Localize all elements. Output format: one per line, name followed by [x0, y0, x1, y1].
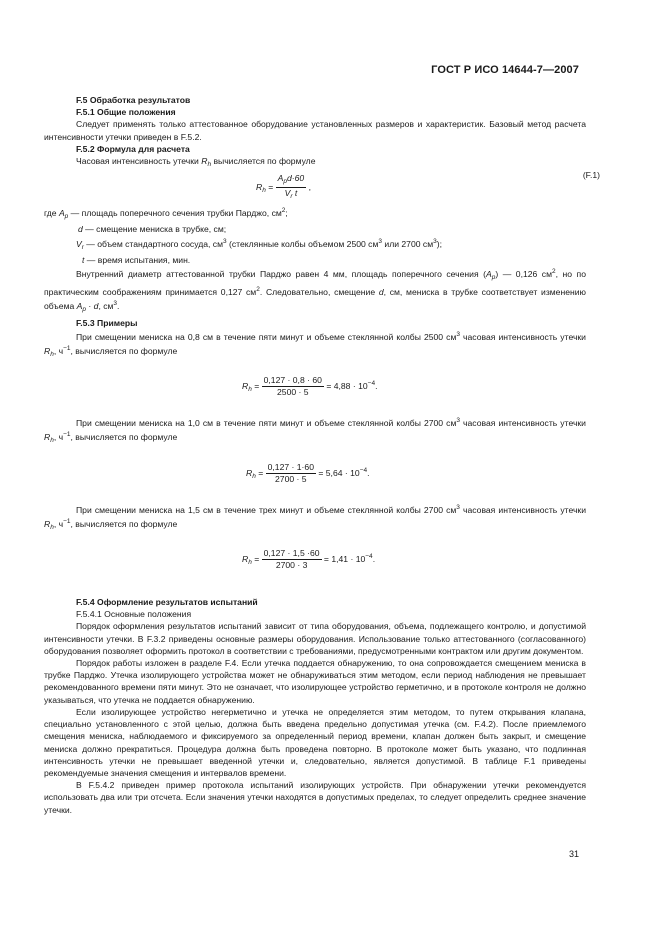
paragraph-formula-intro: Часовая интенсивность утечки $R_h$ вычисляется по формуле	[76, 156, 316, 169]
paragraph-f54-2: Порядок работы изложен в разделе F.4. Если утечка поддается обнаружению, то она сопровождается смещением мениска в трубке Парджо. Утечка изолирующего устройства может не обнаруживаться этим методом, если период наблюдения не превышает рекомендованного времени пяти минут. Это не означает, что изолирующее устройство герметично, и в протоколе контроля не должно указываться, что утечка не поддается обнаружению.	[44, 658, 586, 705]
definition-d: d — смещение мениска в трубке, см;	[78, 224, 227, 235]
document-body	[44, 94, 600, 816]
paragraph-f54-3: Если изолирующее устройство негерметично и утечка не определяется этим методом, то путем открывания клапана, специально установленного с этой целью, должна быть введена предельно допустимая утечка (см. F.4.2). После приемлемого смещения мениска, наблюдаемого и фиксируемого за определенный период времени, клапан должен быть закрыт, и смещение мениска должно прекратиться. Процедура должна быть проведена повторно. В протоколе может быть указано, что подлинная интенсивность утечки не превышает введенной утечки и, следовательно, является допустимой. В таблице F.1 приведены рекомендуемые значения смещения и интервалов времени.	[44, 706, 586, 778]
example-3-text: При смещении мениска на 1,5 см в течение трех минут и объеме стеклянной колбы 2700 $см^3$ часовая интенсивность утечки $R_h$, $ч^{-1}$, вычисляется по формуле	[44, 503, 586, 531]
definition-t: t — время испытания, мин.	[82, 254, 191, 265]
section-f52-heading: F.5.2 Формула для расчета	[76, 143, 190, 154]
definition-vr: $V_r$ — объем стандартного сосуда, $см^3$ (стеклянные колбы объемом 2500 $см^3$ или 2700 $см^3$);	[76, 237, 442, 251]
paragraph-f54-1: Порядок оформления результатов испытаний зависит от типа оборудования, объема, подлежащего контролю, и допустимой интенсивности утечки. В F.3.2 приведены основные размеры оборудования. Использование только аттестованного (согласованного) оборудования позволяет оформить протокол в соответствии с требованиями, предусмотренными контрактом или другим документом.	[44, 621, 586, 656]
section-f54-heading: F.5.4 Оформление результатов испытаний	[76, 597, 258, 608]
paragraph-f54-4: В F.5.4.2 приведен пример протокола испытаний изолирующих устройств. При обнаружении утечки рекомендуется использовать два или три отсчета. Если значения утечки находятся в допустимых пределах, то следует определить среднее значение утечки.	[44, 780, 586, 815]
section-f53-heading: F.5.3 Примеры	[76, 317, 138, 328]
example-2-formula: $R_h$ = $\frac{0,127 \cdot 1\cdot 60}{2700 \cdot 5}$ = $5,64 \cdot 10^{-4}$.	[246, 461, 370, 484]
formula-definitions	[44, 205, 554, 266]
example-2-text: При смещении мениска на 1,0 см в течение пяти минут и объеме стеклянной колбы 2700 $см^3$ часовая интенсивность утечки $R_h$, $ч^{-1}$, вычисляется по формуле	[44, 417, 586, 445]
example-1-formula: $R_h$ = $\frac{0,127 \cdot 0,8 \cdot 60}{2500 \cdot 5}$ = $4,88 \cdot 10^{-4}$.	[242, 375, 378, 398]
definition-ap: где $A_p$ — площадь поперечного сечения трубки Парджо, $см^2$;	[44, 207, 288, 221]
section-f5-heading: F.5 Обработка результатов	[76, 95, 191, 105]
formula-f1-label: (F.1)	[582, 170, 600, 181]
page-number: 31	[568, 849, 579, 859]
example-1-text: При смещении мениска на 0,8 см в течение пяти минут и объеме стеклянной колбы 2500 $см^3$ часовая интенсивность утечки $R_h$, $ч^{-1}$, вычисляется по формуле	[44, 330, 586, 359]
section-f51-heading: F.5.1 Общие положения	[76, 107, 176, 118]
paragraph-f51: Следует применять только аттестованное оборудование установленных размеров и характеристик. Базовый метод расчета интенсивности утечки приведен в F.5.2.	[44, 119, 586, 142]
example-3-formula: $R_h$ = $\frac{0,127 \cdot 1,5 \cdot 60}{2700 \cdot 3}$ = $1,41 \cdot 10^{-4}$.	[242, 548, 376, 571]
document-header: ГОСТ Р ИСО 14644-7—2007	[431, 64, 579, 76]
paragraph-pardjo-diameter: Внутренний диаметр аттестованной трубки Парджо равен 4 мм, площадь поперечного сечения $(A_p)$ — 0,126 $см^2$, но по практическим соображениям принимается 0,127 $см^2$. Следовательно, смещение d, см, мениска в трубке соответствует изменению объема $A_p \cdot d$, $см^3$.	[44, 268, 586, 314]
formula-f1: $R_h$ = $\frac{A_pd\cdot 60}{V_r t}$ , (F.1)	[256, 170, 600, 201]
section-f541-heading: F.5.4.1 Основные положения	[76, 609, 192, 620]
formula-f1-fraction: $\frac{A_pd\cdot 60}{V_r t}$	[277, 173, 305, 201]
